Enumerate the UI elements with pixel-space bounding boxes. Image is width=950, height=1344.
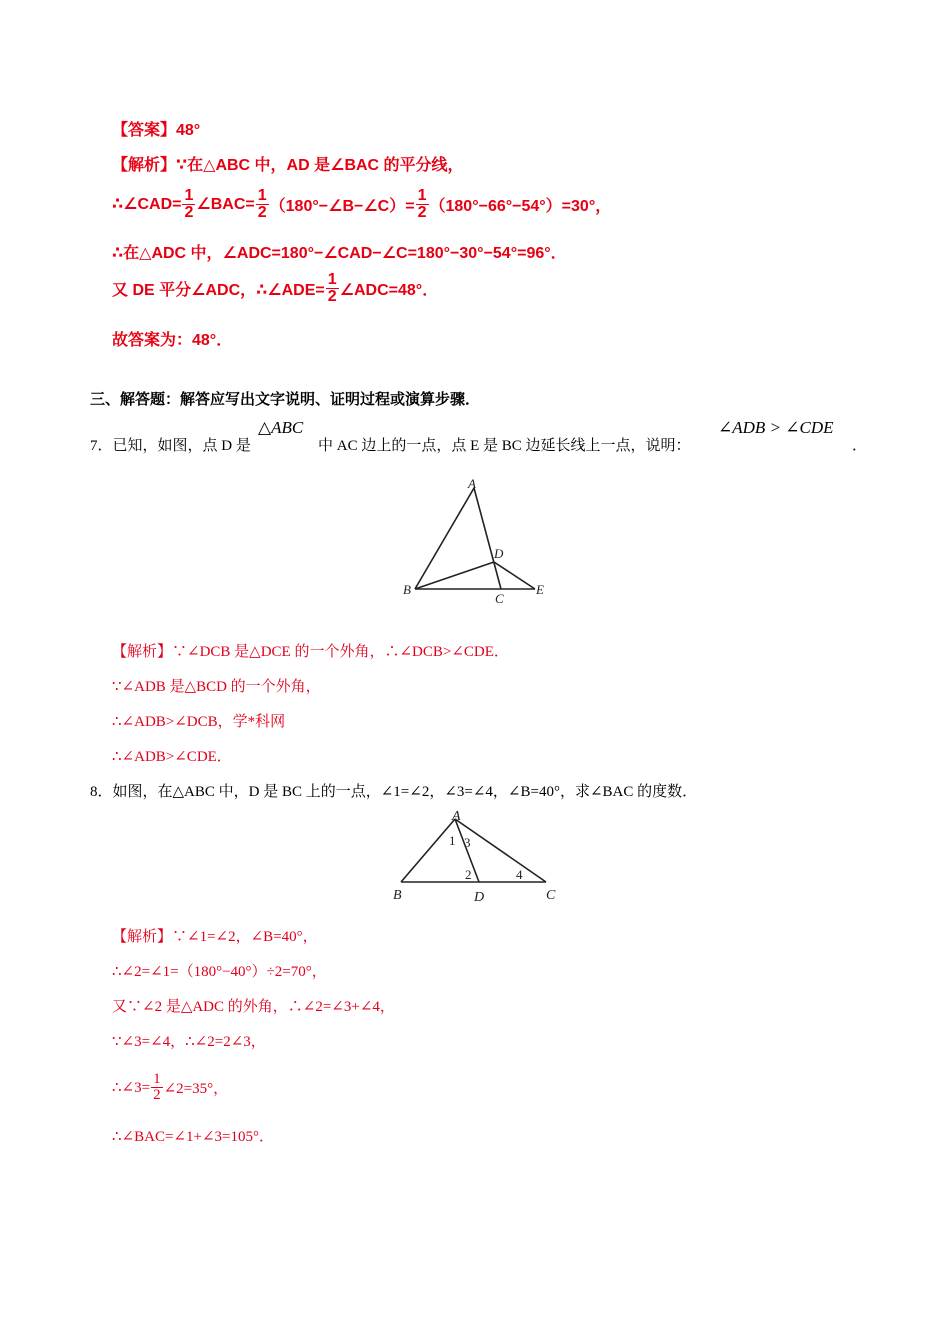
- q8-solution-2: ∴∠2=∠1=（180°−40°）÷2=70°，: [112, 964, 327, 980]
- label-b: B: [403, 582, 411, 597]
- q8-solution-5: ∴∠3= $\frac{1}{2}$ ∠2=35°，: [112, 1070, 229, 1103]
- q8-solution-3: 又∵∠2 是△ADC 的外角，∴∠2=∠3+∠4，: [112, 999, 395, 1015]
- analysis-line-1: 【解析】∵在△ABC 中，AD 是∠BAC 的平分线，: [112, 157, 464, 174]
- q7-solution-1: 【解析】∵∠DCB 是△DCE 的一个外角，∴∠DCB>∠CDE．: [112, 644, 509, 660]
- angle-2-label: 2: [465, 867, 472, 882]
- label-c: C: [546, 888, 556, 903]
- angle-4-label: 4: [516, 867, 523, 882]
- segment-ab: [401, 819, 455, 882]
- q7-text-b: 中 AC 边上的一点，点 E 是 BC 边延长线上一点，说明：: [318, 438, 691, 454]
- fraction-half: $\frac{1}{2}$: [153, 1070, 161, 1103]
- fraction-half: $\frac{1}{2}$: [184, 186, 194, 221]
- analysis-line-3: ∴在△ADC 中，∠ADC=180°−∠CAD−∠C=180°−30°−54°=96°．: [112, 245, 567, 262]
- segment-ab: [415, 488, 474, 589]
- q8-solution-4: ∵∠3=∠4，∴∠2=2∠3，: [112, 1034, 266, 1050]
- label-d: D: [474, 890, 485, 905]
- segment-bd: [415, 562, 494, 589]
- segment-ac: [474, 488, 501, 589]
- q7-solution-4: ∴∠ADB>∠CDE．: [112, 749, 232, 765]
- q7-text-a: 7．已知，如图，点 D 是: [90, 438, 251, 454]
- analysis-line-2: ∴∠CAD= $\frac{1}{2}$ ∠BAC= $\frac{1}{2}$ （180°−∠B−∠C）= $\frac{1}{2}$ （180°−66°−54°）=30°，: [112, 186, 612, 221]
- section-heading: 三、解答题：解答应写出文字说明、证明过程或演算步骤．: [90, 391, 481, 408]
- q8-figure: [388, 806, 568, 906]
- q8-solution-1: 【解析】∵∠1=∠2，∠B=40°，: [112, 929, 318, 945]
- q7-figure: [398, 476, 558, 606]
- fraction-half: $\frac{1}{2}$: [327, 270, 337, 305]
- q7-claim: ∠ADB > ∠CDE: [718, 418, 834, 437]
- q7-solution-3: ∴∠ADB>∠DCB，学*科网: [112, 714, 286, 730]
- q7-solution-2: ∵∠ADB 是△BCD 的一个外角，: [112, 679, 321, 695]
- label-b: B: [393, 888, 402, 903]
- analysis-line-4: 又 DE 平分∠ADC，∴∠ADE= $\frac{1}{2}$ ∠ADC=48°．: [112, 270, 439, 305]
- angle-1-label: 1: [449, 833, 456, 848]
- fraction-half: $\frac{1}{2}$: [257, 186, 267, 221]
- label-a: A: [468, 476, 476, 491]
- label-c: C: [495, 591, 504, 606]
- q8-solution-6: ∴∠BAC=∠1+∠3=105°．: [112, 1129, 274, 1145]
- label-a: A: [452, 809, 461, 824]
- label-e: E: [536, 582, 544, 597]
- q8-text: 8．如图，在△ABC 中，D 是 BC 上的一点，∠1=∠2，∠3=∠4，∠B=40°，求∠BAC 的度数．: [90, 784, 698, 800]
- label-d: D: [494, 546, 504, 561]
- answer-conclusion: 故答案为：48°．: [112, 332, 233, 349]
- q7-end-mark: ．: [852, 438, 868, 454]
- angle-3-label: 3: [464, 835, 471, 850]
- q7-triangle-label: △ABC: [258, 418, 304, 437]
- answer-line: 【答案】48°: [112, 122, 201, 139]
- fraction-half: $\frac{1}{2}$: [417, 186, 427, 221]
